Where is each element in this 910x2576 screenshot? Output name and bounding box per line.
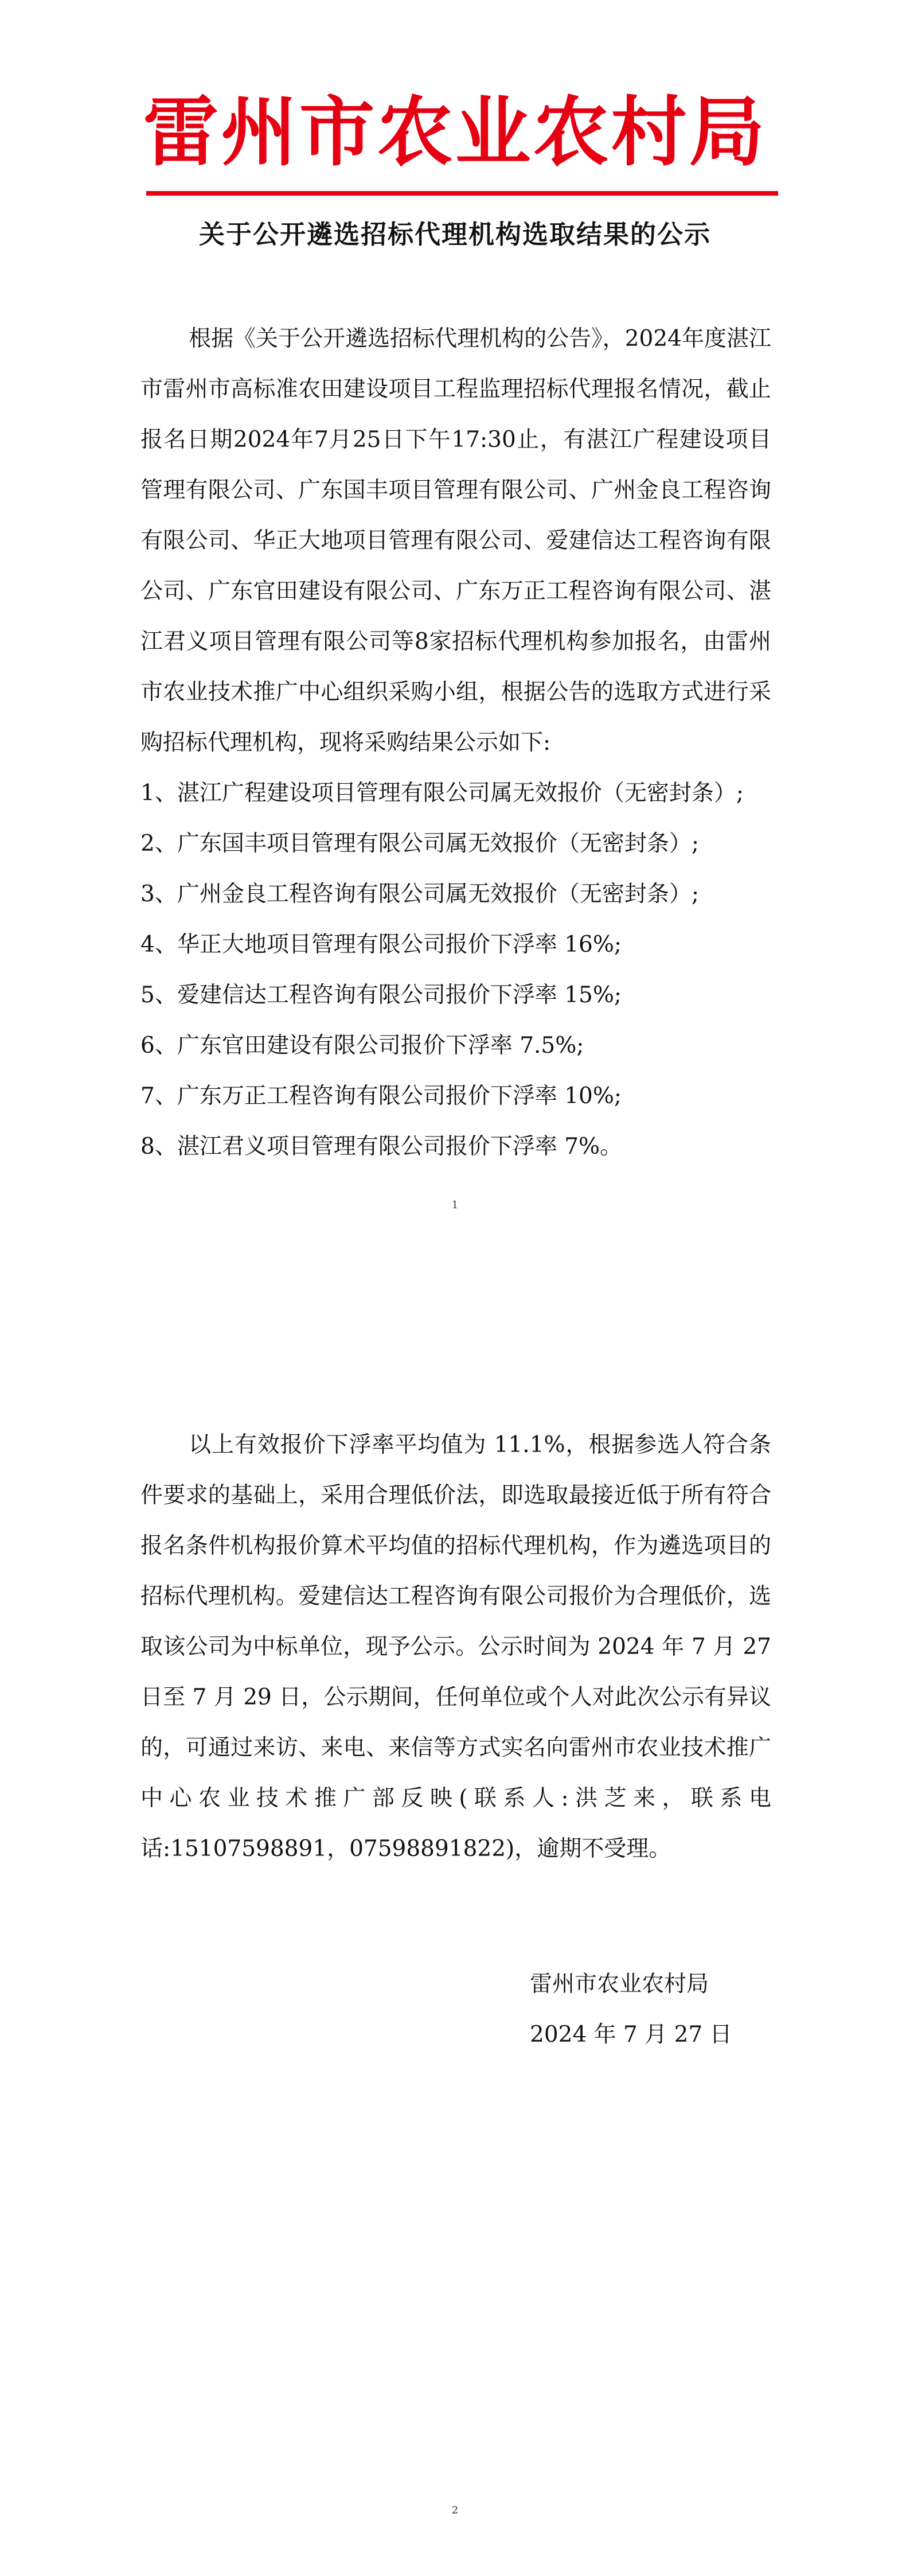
intro-paragraph: 根据《关于公开遴选招标代理机构的公告》，2024年度湛江市雷州市高标准农田建设项目工程监理招标代理报名情况，截止报名日期2024年7月25日下午17:30止，有湛江广程建设项目管理有限公司、广东国丰项目管理有限公司、广州金良工程咨询有限公司、华正大地项目管理有限公司、爱建信达工程咨询有限公司、广东官田建设有限公司、广东万正工程咨询有限公司、湛江君义项目管理有限公司等8家招标代理机构参加报名，由雷州市农业技术推广中心组织采购小组，根据公告的选取方式进行采购招标代理机构，现将采购结果公示如下: <box>140 326 771 756</box>
conclusion-paragraph: 以上有效报价下浮率平均值为 11.1%，根据参选人符合条件要求的基础上，采用合理低价法，即选取最接近低于所有符合报名条件机构报价算术平均值的招标代理机构，作为遴选项目的招标代理机构。爱建信达工程咨询有限公司报价为合理低价，选取该公司为中标单位，现予公示。公示时间为 2024 年 7 月 27 日至 7 月 29 日，公示期间，任何单位或个人对此次公示有异议的，可通过来访、来电、来信等方式实名向雷州市农业技术推广中心农业技术推广部反映(联系人:洪芝来，联系电话:15107598891，07598891822)，逾期不受理。 <box>140 1432 771 1862</box>
result-item: 1、湛江广程建设项目管理有限公司属无效报价（无密封条）; <box>140 780 744 806</box>
org-header-title: 雷州市农业农村局 <box>143 88 767 177</box>
document-body <box>140 314 771 1172</box>
signature-date: 2024 年 7 月 27 日 <box>530 2022 732 2048</box>
result-item: 2、广东国丰项目管理有限公司属无效报价（无密封条）; <box>140 831 699 857</box>
page-number: 2 <box>451 2504 459 2516</box>
page-number: 1 <box>451 1199 459 1211</box>
signature-block <box>530 1959 732 2060</box>
result-item: 4、华正大地项目管理有限公司报价下浮率 16%; <box>140 932 622 958</box>
result-item: 3、广州金良工程咨询有限公司属无效报价（无密封条）; <box>140 881 699 907</box>
conclusion-body <box>140 1420 771 1874</box>
signature-org: 雷州市农业农村局 <box>530 1971 709 1997</box>
page-2 <box>0 1288 910 2576</box>
result-item: 7、广东万正工程咨询有限公司报价下浮率 10%; <box>140 1083 622 1109</box>
result-item: 5、爱建信达工程咨询有限公司报价下浮率 15%; <box>140 982 622 1008</box>
result-item: 6、广东官田建设有限公司报价下浮率 7.5%; <box>140 1033 584 1059</box>
result-item: 8、湛江君义项目管理有限公司报价下浮率 7%。 <box>140 1134 623 1159</box>
header-red-rule <box>146 191 778 196</box>
document-title: 关于公开遴选招标代理机构选取结果的公示 <box>198 219 711 250</box>
